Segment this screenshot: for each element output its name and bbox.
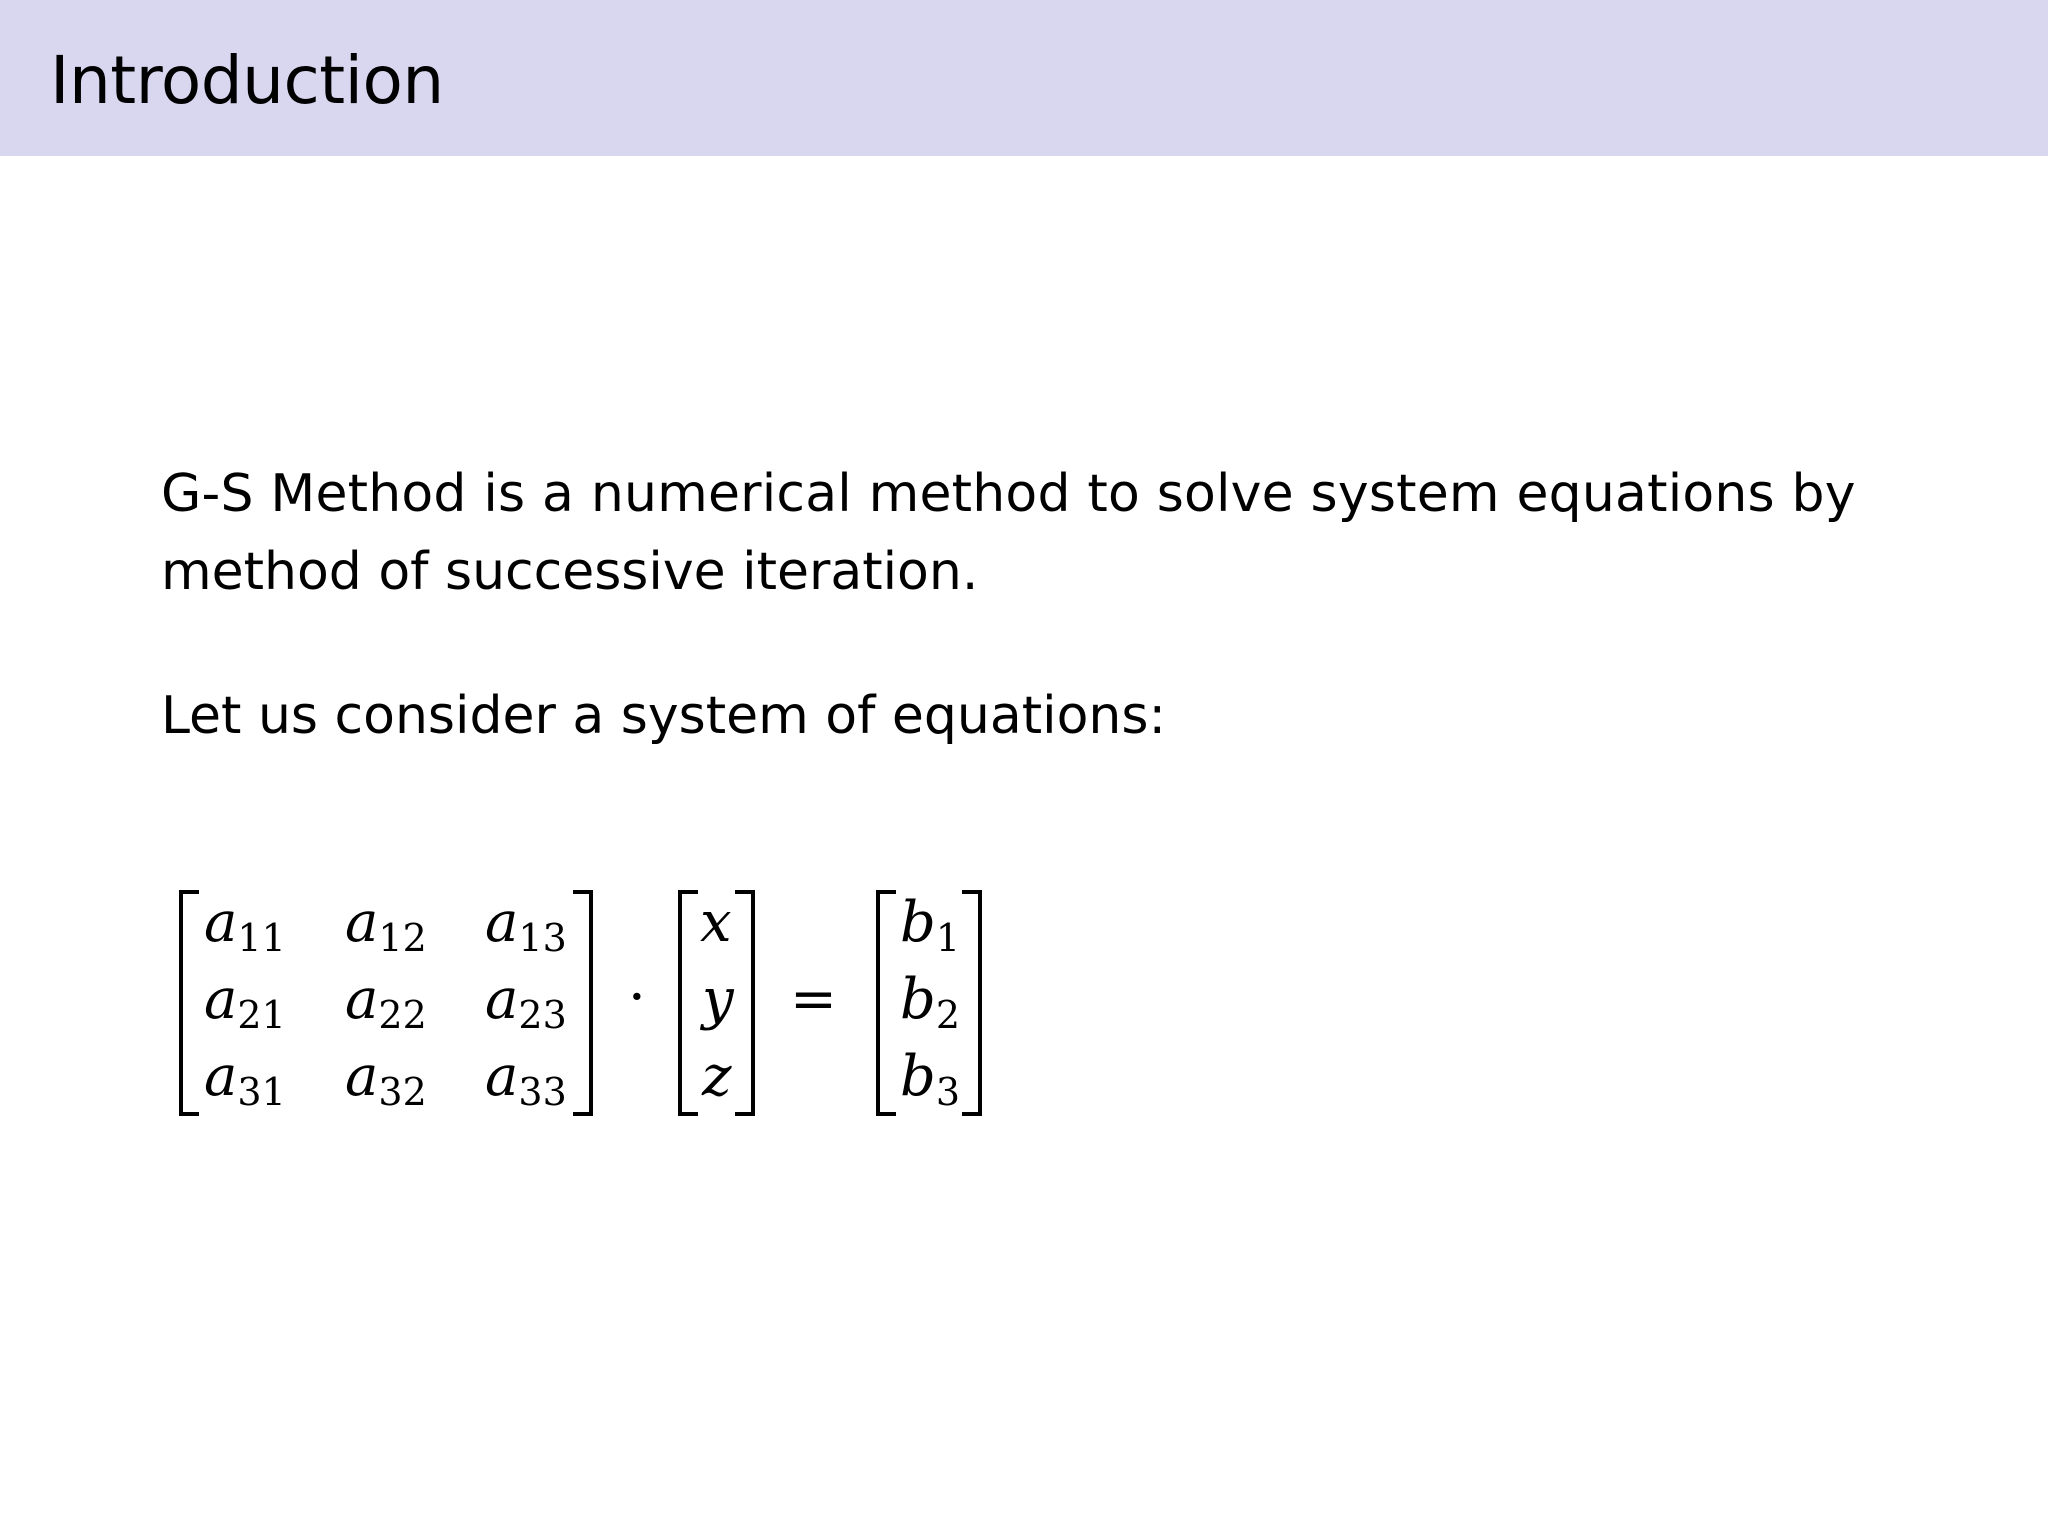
vector-x-entry-1: x [700, 890, 732, 955]
matrix-a-entry-32: $a_{32}$ [345, 1044, 427, 1114]
vector-x-left-bracket [678, 890, 698, 1116]
vector-x-entry-3: z [702, 1044, 732, 1109]
vector-b-entry-3: $b_3$ [900, 1044, 961, 1114]
consider-system-paragraph: Let us consider a system of equations: [161, 686, 1166, 746]
slide-header [0, 0, 2048, 156]
matrix-a-entry-13: $a_{13}$ [485, 890, 567, 960]
matrix-a-entry-12: $a_{12}$ [345, 890, 427, 960]
vector-x-entry-2: y [702, 967, 734, 1032]
matrix-a-entry-11: $a_{11}$ [204, 890, 286, 960]
vector-b-entry-1: $b_1$ [900, 890, 961, 960]
vector-b-entry-2: $b_2$ [900, 967, 961, 1037]
matrix-a-entry-21: $a_{21}$ [204, 967, 286, 1037]
matrix-a-entry-33: $a_{33}$ [485, 1044, 567, 1114]
vector-b-right-bracket [962, 890, 982, 1116]
matrix-a-left-bracket [179, 890, 199, 1116]
vector-b-left-bracket [876, 890, 896, 1116]
matrix-a-entry-23: $a_{23}$ [485, 967, 567, 1037]
equals-operator: = [790, 967, 837, 1032]
vector-x-right-bracket [735, 890, 755, 1116]
slide-title: Introduction [50, 42, 444, 119]
matrix-a-right-bracket [573, 890, 593, 1116]
matrix-a-entry-31: $a_{31}$ [204, 1044, 286, 1114]
matrix-a-entry-22: $a_{22}$ [345, 967, 427, 1037]
dot-operator: · [628, 965, 646, 1030]
intro-paragraph-line-1: G-S Method is a numerical method to solve system equations by [161, 464, 1856, 524]
intro-paragraph-line-2: method of successive iteration. [161, 542, 979, 602]
